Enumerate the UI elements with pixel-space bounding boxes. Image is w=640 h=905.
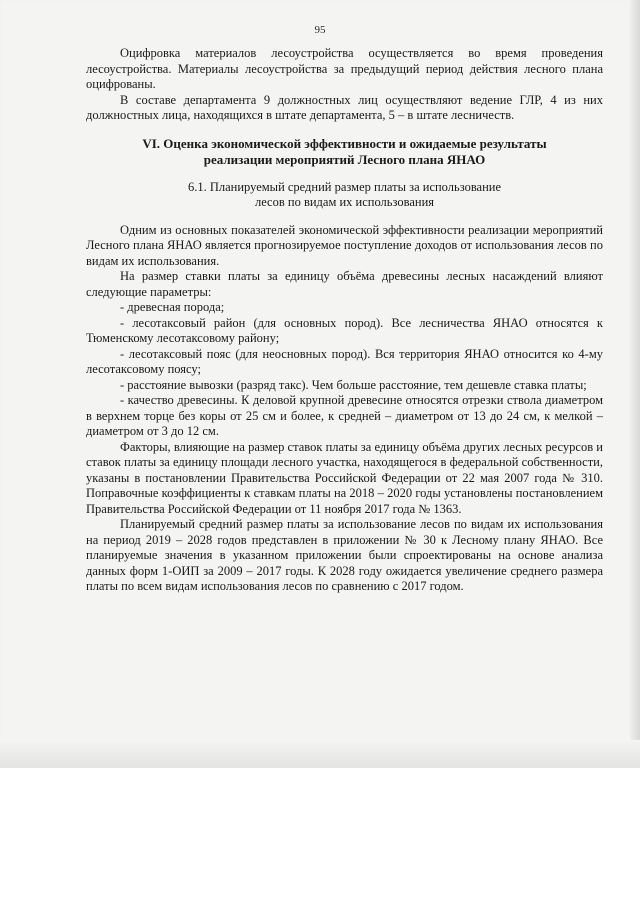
section-heading-line2: реализации мероприятий Лесного плана ЯНАО <box>203 151 486 167</box>
subsection-heading <box>86 180 603 211</box>
list-item: - лесотаксовый район (для основных пород). Все лесничества ЯНАО относятся к Тюменскому лесотаксовому району; <box>86 315 603 345</box>
list-item: - качество древесины. К деловой крупной древесине относятся отрезки ствола диаметром в верхнем торце без коры от 25 см и более, к средней – диаметром от 13 до 24 см, к мелкой – диаметром от 3 до 12 см. <box>86 393 603 438</box>
section-heading <box>86 136 603 168</box>
list-item: - расстояние вывозки (разряд такс). Чем больше расстояние, тем дешевле ставка платы; <box>120 377 587 392</box>
section-heading-line1: VI. Оценка экономической эффективности и ожидаемые результаты <box>142 135 547 151</box>
page-edge-shadow <box>630 0 640 768</box>
paragraph-staff: В составе департамента 9 должностных лиц осуществляют ведение ГЛР, 4 из них должностных лица, находящихся в штате департамента, 5 – в штате лесничеств. <box>86 92 603 122</box>
paragraph-digitization: Оцифровка материалов лесоустройства осуществляется во время проведения лесоустройства. Материалы лесоустройства за предыдущий период действия лесного плана оцифрованы. <box>86 46 603 91</box>
paragraph-factors: Факторы, влияющие на размер ставок платы за единицу объёма других лесных ресурсов и ставок платы за единицу площади лесного участка, находящегося в федеральной собственности, указаны в постановлении Правительства Российской Федерации от 22 мая 2007 года № 310. Поправочные коэффициенты к ставкам платы на 2018 – 2020 годы установлены постановлением Правительства Российской Федерации от 11 ноября 2017 года № 1363. <box>86 439 603 516</box>
page-number: 95 <box>314 24 326 36</box>
subsection-heading-line1: 6.1. Планируемый средний размер платы за использование <box>187 179 502 194</box>
page-bottom-shadow <box>0 740 640 768</box>
list-item: - лесотаксовый пояс (для неосновных пород). Вся территория ЯНАО относится ко 4-му лесотаксовому поясу; <box>86 346 603 376</box>
paragraph-rate-parameters: На размер ставки платы за единицу объёма древесины лесных насаждений влияют следующие параметры: <box>86 269 603 299</box>
page-content <box>86 46 603 595</box>
subsection-heading-line2: лесов по видам их использования <box>254 195 435 209</box>
paragraph-planned-payment: Планируемый средний размер платы за использование лесов по видам их использования на период 2019 – 2028 годов представлен в приложении № 30 к Лесному плану ЯНАО. Все планируемые значения в указанном приложении были спроектированы на основе анализа данных форм 1-ОИП за 2009 – 2017 годы. К 2028 году ожидается увеличение среднего размера платы по всем видам использования лесов по сравнению с 2017 годом. <box>86 517 603 593</box>
list-item: - древесная порода; <box>120 300 225 314</box>
paragraph-indicators: Одним из основных показателей экономической эффективности реализации мероприятий Лесного плана ЯНАО является прогнозируемое поступление доходов от использования лесов по видам их использования. <box>86 222 603 268</box>
